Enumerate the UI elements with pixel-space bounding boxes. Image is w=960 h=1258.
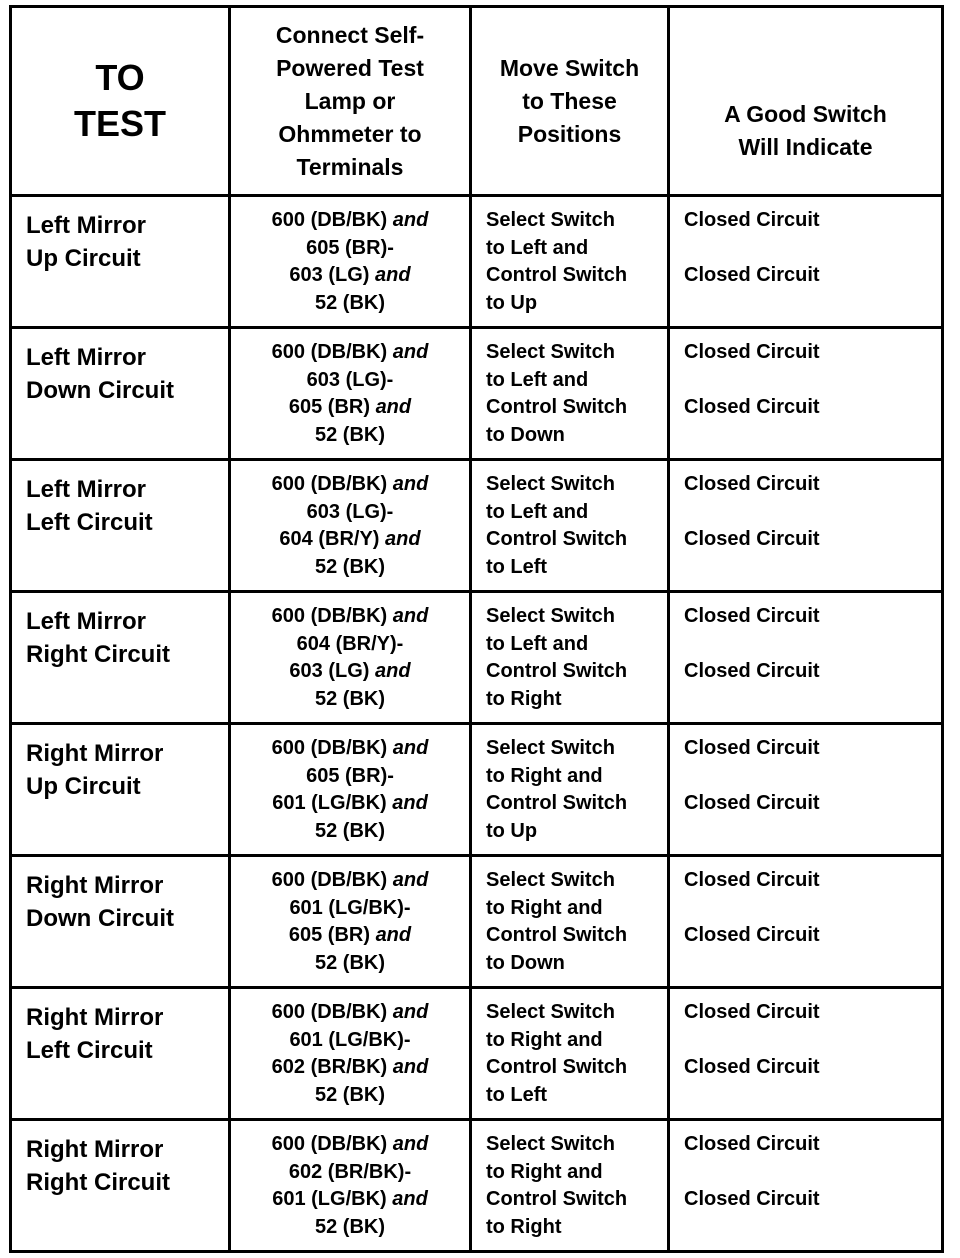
header-move-switch: Move Switch to These Positions <box>471 7 669 196</box>
terminal-pair: 603 (LG)- <box>306 368 394 391</box>
cell-indication <box>669 328 943 460</box>
connector-and: and <box>375 924 412 946</box>
terminal-line <box>237 207 463 235</box>
connector-and: and <box>392 1001 429 1023</box>
terminal-pair: 601 (LG/BK)- <box>289 1028 411 1051</box>
indication-result: Closed Circuit <box>684 660 820 682</box>
terminal-line <box>237 1027 463 1055</box>
test-name-line: Left Circuit <box>26 509 153 536</box>
position-line: to Left <box>486 555 548 578</box>
position-line: Control Switch <box>486 924 628 946</box>
terminal-pair: 603 (LG) <box>289 264 370 286</box>
test-name-line: Left Mirror <box>26 344 146 371</box>
table-row <box>11 724 943 856</box>
terminal-pair: 52 (BK) <box>314 423 385 446</box>
terminal-line <box>237 603 463 631</box>
terminal-pair: 601 (LG/BK)- <box>289 896 411 919</box>
header-row <box>11 7 943 196</box>
position-line: Control Switch <box>486 264 628 286</box>
header-good-switch-indicate: A Good Switch Will Indicate <box>669 7 943 196</box>
terminal-pair: 604 (BR/Y) <box>279 528 380 550</box>
test-name-line: Right Circuit <box>26 641 170 668</box>
cell-indication <box>669 460 943 592</box>
position-line: Control Switch <box>486 660 628 682</box>
terminal-pair: 605 (BR)- <box>306 764 394 787</box>
terminal-line <box>237 1159 463 1187</box>
indication-result: Closed Circuit <box>684 924 820 946</box>
cell-terminals <box>230 328 471 460</box>
terminal-line <box>237 1131 463 1159</box>
cell-switch-positions <box>471 724 669 856</box>
cell-terminals <box>230 988 471 1120</box>
spacer <box>684 367 941 395</box>
terminal-line <box>237 1082 463 1110</box>
position-line: Control Switch <box>486 1188 628 1210</box>
test-name-line: Right Mirror <box>26 1136 164 1163</box>
indication-result: Closed Circuit <box>684 528 820 550</box>
terminal-line <box>237 790 463 818</box>
cell-switch-positions <box>471 856 669 988</box>
terminal-line <box>237 1186 463 1214</box>
position-line: to Left and <box>486 500 589 523</box>
connector-and: and <box>392 1188 428 1210</box>
terminal-line <box>237 922 463 950</box>
table-row <box>11 592 943 724</box>
terminal-line <box>237 950 463 978</box>
connector-and: and <box>392 1056 429 1078</box>
terminal-line <box>237 763 463 791</box>
terminal-pair: 52 (BK) <box>314 819 385 842</box>
position-line: Select Switch <box>486 1133 615 1155</box>
position-line: to Right and <box>486 1160 603 1183</box>
terminal-pair: 601 (LG/BK) <box>272 792 387 814</box>
test-name-line: Right Mirror <box>26 740 164 767</box>
terminal-pair: 603 (LG)- <box>306 500 394 523</box>
terminal-pair: 600 (DB/BK) <box>271 341 388 363</box>
indication-result: Closed Circuit <box>684 792 820 814</box>
cell-indication <box>669 592 943 724</box>
terminal-pair: 605 (BR) <box>288 924 370 946</box>
position-line: Select Switch <box>486 209 615 231</box>
terminal-line <box>237 339 463 367</box>
terminal-pair: 600 (DB/BK) <box>271 737 388 759</box>
spacer <box>684 1159 941 1187</box>
spacer <box>684 235 941 263</box>
position-line: to Left and <box>486 236 589 259</box>
table-row <box>11 328 943 460</box>
terminal-line <box>237 526 463 554</box>
terminal-pair: 600 (DB/BK) <box>271 869 388 891</box>
connector-and: and <box>375 264 411 286</box>
indication-result: Closed Circuit <box>684 341 820 363</box>
cell-terminals <box>230 856 471 988</box>
cell-indication <box>669 856 943 988</box>
indication-result: Closed Circuit <box>684 869 820 891</box>
terminal-line <box>237 367 463 395</box>
test-name-line: Right Mirror <box>26 872 164 899</box>
terminal-line <box>237 235 463 263</box>
cell-terminals <box>230 592 471 724</box>
test-name-line: Right Circuit <box>26 1169 170 1196</box>
test-name-line: Up Circuit <box>26 773 141 800</box>
terminal-pair: 603 (LG) <box>289 660 370 682</box>
position-line: to Right and <box>486 1028 603 1051</box>
terminal-line <box>237 686 463 714</box>
cell-test-name <box>11 328 230 460</box>
position-line: to Right <box>486 687 562 710</box>
cell-test-name <box>11 988 230 1120</box>
connector-and: and <box>375 660 411 682</box>
test-name-line: Left Circuit <box>26 1037 153 1064</box>
terminal-pair: 52 (BK) <box>314 1083 385 1106</box>
table-row <box>11 1120 943 1252</box>
table-row <box>11 460 943 592</box>
spacer <box>684 895 941 923</box>
terminal-pair: 600 (DB/BK) <box>271 1133 388 1155</box>
test-name-line: Right Mirror <box>26 1004 164 1031</box>
cell-test-name <box>11 724 230 856</box>
cell-terminals <box>230 460 471 592</box>
test-name-line: Left Mirror <box>26 212 146 239</box>
terminal-pair: 605 (BR) <box>288 396 370 418</box>
terminal-line <box>237 290 463 318</box>
connector-and: and <box>392 792 428 814</box>
indication-result: Closed Circuit <box>684 396 820 418</box>
indication-result: Closed Circuit <box>684 1056 820 1078</box>
terminal-pair: 600 (DB/BK) <box>271 605 388 627</box>
position-line: to Right and <box>486 896 603 919</box>
terminal-line <box>237 262 463 290</box>
terminal-line <box>237 818 463 846</box>
connector-and: and <box>392 473 429 495</box>
terminal-line <box>237 631 463 659</box>
spacer <box>684 763 941 791</box>
indication-result: Closed Circuit <box>684 737 820 759</box>
indication-result: Closed Circuit <box>684 209 820 231</box>
connector-and: and <box>392 209 429 231</box>
cell-switch-positions <box>471 1120 669 1252</box>
cell-indication <box>669 196 943 328</box>
terminal-line <box>237 735 463 763</box>
header-to-test: TO TEST <box>11 7 230 196</box>
terminal-pair: 52 (BK) <box>314 951 385 974</box>
spacer <box>684 499 941 527</box>
table-row <box>11 988 943 1120</box>
terminal-pair: 602 (BR/BK)- <box>288 1160 412 1183</box>
table-row <box>11 856 943 988</box>
terminal-pair: 52 (BK) <box>314 555 385 578</box>
terminal-line <box>237 394 463 422</box>
terminal-line <box>237 895 463 923</box>
test-name-line: Left Mirror <box>26 608 146 635</box>
table-row <box>11 196 943 328</box>
header-connect-terminals: Connect Self- Powered Test Lamp or Ohmmeter to Terminals <box>230 7 471 196</box>
cell-test-name <box>11 196 230 328</box>
terminal-line <box>237 471 463 499</box>
terminal-pair: 605 (BR)- <box>306 236 394 259</box>
cell-switch-positions <box>471 196 669 328</box>
terminal-pair: 600 (DB/BK) <box>271 473 388 495</box>
terminal-line <box>237 1054 463 1082</box>
terminal-pair: 602 (BR/BK) <box>271 1056 388 1078</box>
terminal-pair: 600 (DB/BK) <box>271 1001 388 1023</box>
test-name-line: Down Circuit <box>26 377 174 404</box>
terminal-line <box>237 554 463 582</box>
position-line: Control Switch <box>486 528 628 550</box>
position-line: to Up <box>486 291 538 314</box>
connector-and: and <box>385 528 421 550</box>
position-line: to Left <box>486 1083 548 1106</box>
indication-result: Closed Circuit <box>684 1133 820 1155</box>
position-line: to Up <box>486 819 538 842</box>
position-line: to Left and <box>486 632 589 655</box>
position-line: to Down <box>486 423 565 446</box>
position-line: Control Switch <box>486 396 628 418</box>
terminal-pair: 52 (BK) <box>314 687 385 710</box>
position-line: to Left and <box>486 368 589 391</box>
terminal-line <box>237 867 463 895</box>
position-line: Select Switch <box>486 737 615 759</box>
cell-switch-positions <box>471 460 669 592</box>
indication-result: Closed Circuit <box>684 1188 820 1210</box>
indication-result: Closed Circuit <box>684 264 820 286</box>
cell-indication <box>669 988 943 1120</box>
test-name-line: Down Circuit <box>26 905 174 932</box>
test-name-line: Up Circuit <box>26 245 141 272</box>
connector-and: and <box>392 1133 429 1155</box>
table-body <box>11 196 943 1252</box>
cell-terminals <box>230 1120 471 1252</box>
terminal-pair: 604 (BR/Y)- <box>296 632 404 655</box>
cell-indication <box>669 1120 943 1252</box>
test-name-line: Left Mirror <box>26 476 146 503</box>
terminal-pair: 52 (BK) <box>314 291 385 314</box>
terminal-line <box>237 1214 463 1242</box>
cell-test-name <box>11 856 230 988</box>
cell-test-name <box>11 1120 230 1252</box>
indication-result: Closed Circuit <box>684 1001 820 1023</box>
cell-indication <box>669 724 943 856</box>
position-line: Select Switch <box>486 605 615 627</box>
terminal-line <box>237 999 463 1027</box>
cell-terminals <box>230 196 471 328</box>
switch-test-table <box>9 5 944 1253</box>
indication-result: Closed Circuit <box>684 605 820 627</box>
connector-and: and <box>392 341 429 363</box>
position-line: Select Switch <box>486 341 615 363</box>
connector-and: and <box>375 396 412 418</box>
position-line: to Right <box>486 1215 562 1238</box>
position-line: to Right and <box>486 764 603 787</box>
connector-and: and <box>392 869 429 891</box>
position-line: Select Switch <box>486 473 615 495</box>
spacer <box>684 631 941 659</box>
position-line: Select Switch <box>486 1001 615 1023</box>
cell-test-name <box>11 592 230 724</box>
terminal-line <box>237 499 463 527</box>
spacer <box>684 1027 941 1055</box>
cell-switch-positions <box>471 328 669 460</box>
connector-and: and <box>392 737 429 759</box>
cell-test-name <box>11 460 230 592</box>
terminal-line <box>237 422 463 450</box>
terminal-pair: 601 (LG/BK) <box>272 1188 387 1210</box>
terminal-pair: 52 (BK) <box>314 1215 385 1238</box>
position-line: Control Switch <box>486 792 628 814</box>
cell-switch-positions <box>471 592 669 724</box>
terminal-line <box>237 658 463 686</box>
connector-and: and <box>392 605 429 627</box>
position-line: Control Switch <box>486 1056 628 1078</box>
position-line: to Down <box>486 951 565 974</box>
position-line: Select Switch <box>486 869 615 891</box>
indication-result: Closed Circuit <box>684 473 820 495</box>
cell-switch-positions <box>471 988 669 1120</box>
cell-terminals <box>230 724 471 856</box>
terminal-pair: 600 (DB/BK) <box>271 209 388 231</box>
